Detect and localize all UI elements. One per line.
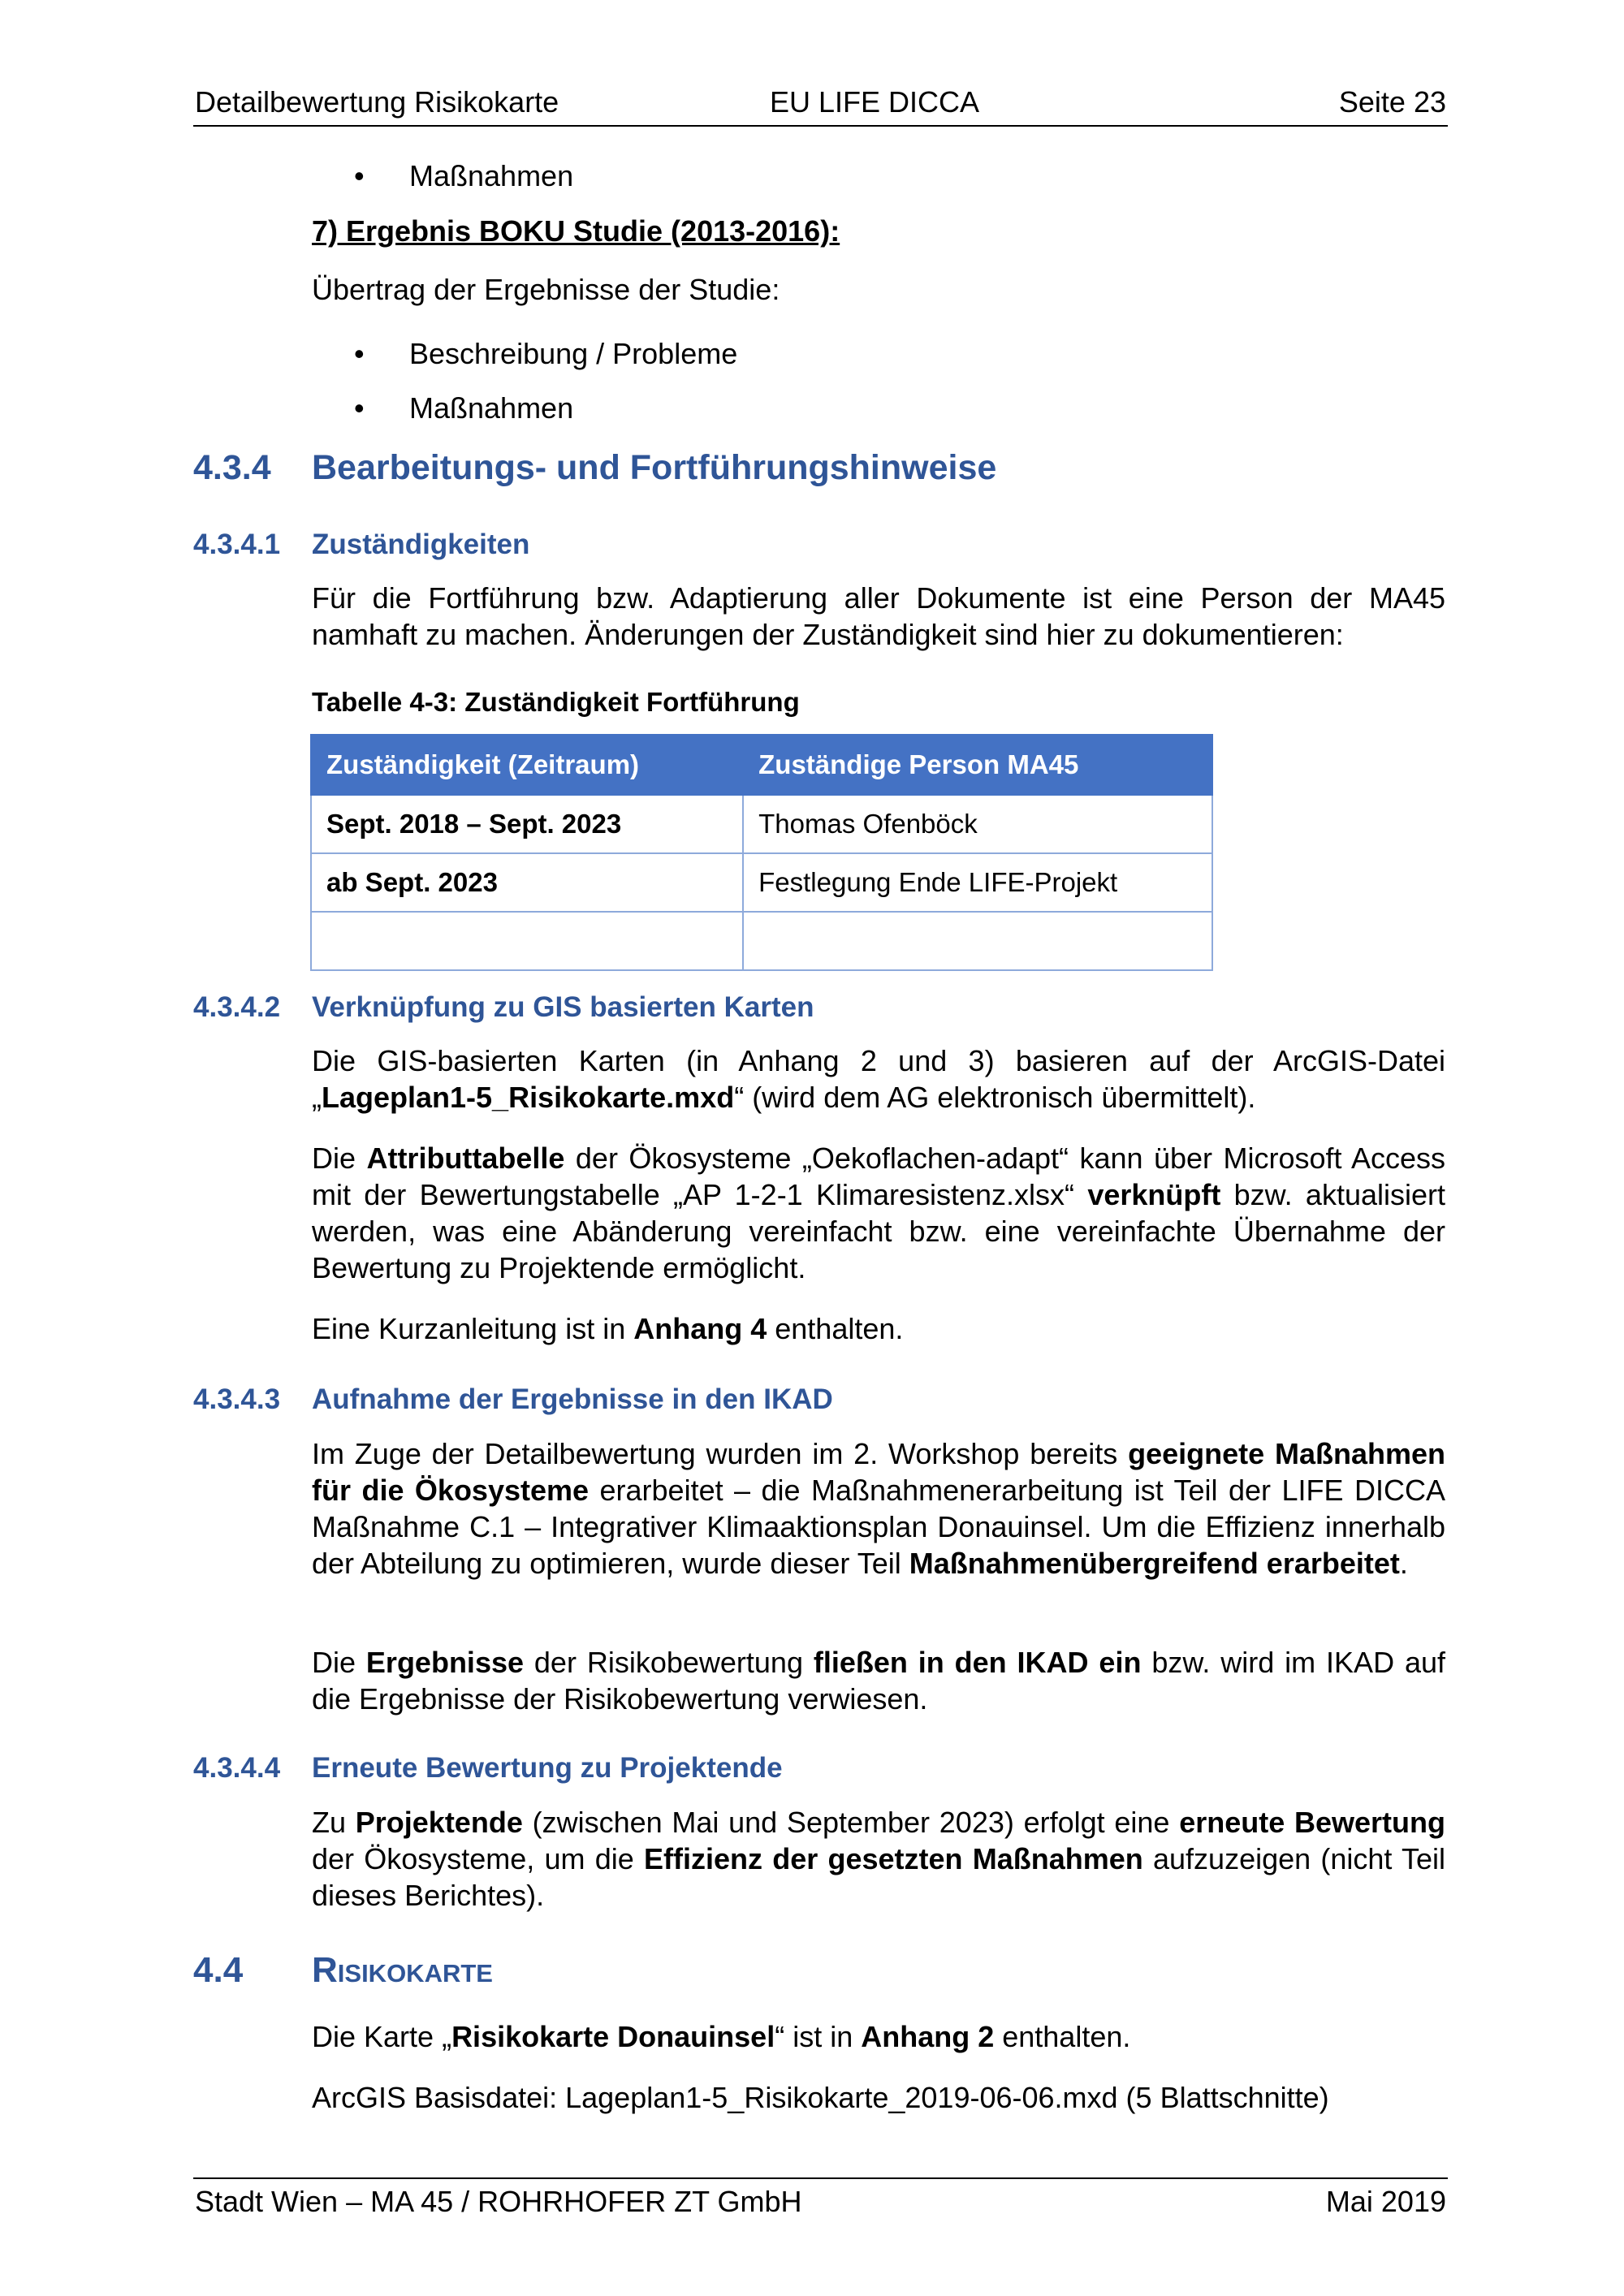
header-left: Detailbewertung Risikokarte bbox=[195, 85, 559, 119]
text-run-bold: Projektende bbox=[355, 1806, 523, 1839]
section-title: Risikokarte bbox=[312, 1950, 493, 1990]
text-run-bold: Attributtabelle bbox=[366, 1142, 565, 1175]
boku-heading: 7) Ergebnis BOKU Studie (2013-2016): bbox=[312, 214, 840, 248]
text-run: Zu bbox=[312, 1806, 356, 1839]
text-run: der Ökosysteme „Oekoflachen-adapt“ kann über Microsoft Access mit der Bewertungstabelle „AP 1-2-1 Klimaresistenz.xlsx“ bbox=[312, 1142, 1445, 1211]
paragraph bbox=[312, 1140, 1445, 1286]
bullet-icon: • bbox=[354, 337, 365, 370]
table-row bbox=[311, 912, 1212, 970]
table-cell-period: Sept. 2018 – Sept. 2023 bbox=[311, 795, 743, 853]
subsection-number: 4.3.4.4 bbox=[193, 1752, 281, 1784]
text-run: bzw. aktualisiert werden, was eine Abänderung vereinfacht bzw. eine vereinfachte Übernahme der Bewertung zu Projektende ermöglicht. bbox=[312, 1178, 1445, 1284]
text-run: Die GIS-basierten Karten (in Anhang 2 und 3) basieren auf der ArcGIS-Datei „ bbox=[312, 1044, 1445, 1114]
text-run: “ ist in bbox=[775, 2020, 862, 2053]
text-run: bzw. wird im IKAD auf die Ergebnisse der Risikobewertung verwiesen. bbox=[312, 1646, 1446, 1716]
paragraph bbox=[312, 2018, 1130, 2055]
text-run: Die bbox=[312, 1142, 367, 1175]
paragraph bbox=[312, 1310, 1445, 1347]
page-footer bbox=[193, 2177, 1448, 2226]
text-run-bold: Anhang 2 bbox=[861, 2020, 995, 2053]
text-run: Eine Kurzanleitung ist in bbox=[312, 1312, 634, 1345]
text-run: Im Zuge der Detailbewertung wurden im 2. Workshop bereits bbox=[312, 1437, 1129, 1470]
paragraph: Für die Fortführung bzw. Adaptierung aller Dokumente ist eine Person der MA45 namhaft zu machen. Änderungen der Zuständigkeit sind hier zu dokumentieren: bbox=[312, 581, 1445, 651]
paragraph bbox=[312, 1042, 1445, 1116]
text-run: “ (wird dem AG elektronisch übermittelt). bbox=[734, 1081, 1256, 1114]
text-run-bold: Effizienz der gesetzten Maßnahmen bbox=[644, 1842, 1143, 1875]
table-row bbox=[311, 853, 1212, 912]
table-cell-period: ab Sept. 2023 bbox=[311, 853, 743, 912]
paragraph bbox=[312, 1435, 1445, 1582]
text-run: Die bbox=[312, 1646, 366, 1679]
text-run: aufzuzeigen (nicht Teil dieses Berichtes). bbox=[312, 1842, 1445, 1912]
text-run: (zwischen Mai und September 2023) erfolgt eine bbox=[522, 1806, 1180, 1839]
text-run: . bbox=[1399, 1547, 1408, 1580]
table-cell-person bbox=[743, 912, 1212, 970]
footer-left: Stadt Wien – MA 45 / ROHRHOFER ZT GmbH bbox=[195, 2185, 802, 2218]
paragraph bbox=[312, 1644, 1445, 1717]
subsection-title: Verknüpfung zu GIS basierten Karten bbox=[312, 991, 814, 1023]
bullet-icon: • bbox=[354, 391, 365, 425]
table-cell-person: Thomas Ofenböck bbox=[743, 795, 1212, 853]
header-center: EU LIFE DICCA bbox=[770, 85, 980, 119]
list-item-text: Maßnahmen bbox=[409, 391, 574, 425]
section-number: 4.3.4 bbox=[193, 448, 271, 487]
section-title: Bearbeitungs- und Fortführungshinweise bbox=[312, 448, 997, 487]
text-run-bold: Maßnahmenübergreifend erarbeitet bbox=[909, 1547, 1400, 1580]
list-item-text: Maßnahmen bbox=[409, 159, 574, 192]
paragraph bbox=[312, 1804, 1445, 1914]
table-cell-period bbox=[311, 912, 743, 970]
subsection-number: 4.3.4.1 bbox=[193, 529, 281, 560]
subsection-title: Aufnahme der Ergebnisse in den IKAD bbox=[312, 1383, 833, 1415]
table-cell-person: Festlegung Ende LIFE-Projekt bbox=[743, 853, 1212, 912]
responsibility-table bbox=[310, 734, 1213, 971]
text-run: Die Karte „ bbox=[312, 2020, 452, 2053]
text-run: enthalten. bbox=[767, 1312, 904, 1345]
table-row bbox=[311, 795, 1212, 853]
table-header-row bbox=[311, 735, 1212, 795]
text-run-bold: Lageplan1-5_Risikokarte.mxd bbox=[322, 1081, 735, 1114]
subsection-number: 4.3.4.3 bbox=[193, 1383, 281, 1415]
text-run-bold: Risikokarte Donauinsel bbox=[451, 2020, 775, 2053]
text-run-bold: geeignete Maßnahmen für die Ökosysteme bbox=[312, 1437, 1445, 1507]
subsection-title: Zuständigkeiten bbox=[312, 529, 530, 560]
footer-date: Mai 2019 bbox=[1325, 2185, 1446, 2218]
text-run: der Risikobewertung bbox=[524, 1646, 814, 1679]
subsection-title: Erneute Bewertung zu Projektende bbox=[312, 1752, 783, 1784]
table-header-cell: Zuständigkeit (Zeitraum) bbox=[311, 735, 743, 795]
list-item-text: Beschreibung / Probleme bbox=[409, 337, 738, 370]
page-header bbox=[193, 84, 1448, 127]
text-run-bold: verknüpft bbox=[1087, 1178, 1221, 1211]
table-caption: Tabelle 4-3: Zuständigkeit Fortführung bbox=[312, 687, 800, 717]
text-run-bold: fließen in den IKAD ein bbox=[813, 1646, 1142, 1679]
header-page-number: Seite 23 bbox=[1338, 85, 1446, 119]
boku-text: Übertrag der Ergebnisse der Studie: bbox=[312, 273, 780, 306]
text-run-bold: erneute Bewertung bbox=[1179, 1806, 1446, 1839]
section-number: 4.4 bbox=[193, 1950, 244, 1990]
table-header-cell: Zuständige Person MA45 bbox=[743, 735, 1212, 795]
subsection-number: 4.3.4.2 bbox=[193, 991, 281, 1023]
text-run: der Ökosysteme, um die bbox=[312, 1842, 645, 1875]
text-run: enthalten. bbox=[994, 2020, 1131, 2053]
text-run-bold: Anhang 4 bbox=[633, 1312, 767, 1345]
text-run-bold: Ergebnisse bbox=[365, 1646, 525, 1679]
paragraph: ArcGIS Basisdatei: Lageplan1-5_Risikokarte_2019-06-06.mxd (5 Blattschnitte) bbox=[312, 2081, 1329, 2114]
text-run: erarbeitet – die Maßnahmenerarbeitung ist Teil der LIFE DICCA Maßnahme C.1 – Integrativer Klimaaktionsplan Donauinsel. Um die Effizienz innerhalb der Abteilung zu optimieren, wurde dieser Teil bbox=[312, 1474, 1445, 1580]
bullet-icon: • bbox=[354, 159, 365, 192]
